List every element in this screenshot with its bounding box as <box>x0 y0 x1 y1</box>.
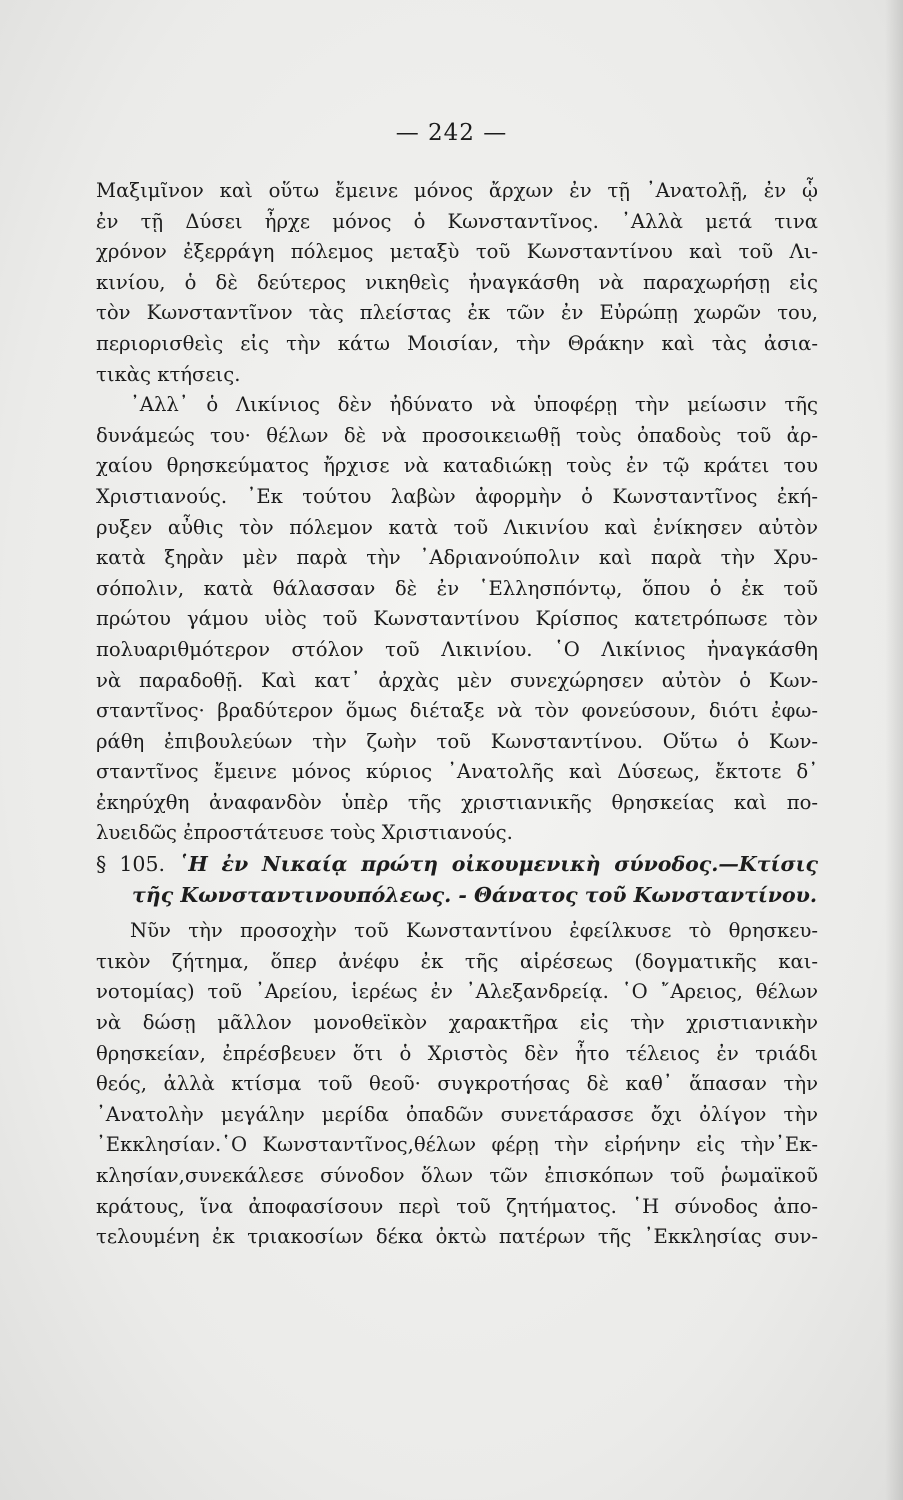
text-line: τὸν Κωνσταντῖνον τὰς πλείστας ἐκ τῶν ἐν Εὐρώπῃ χωρῶν του, <box>96 301 818 325</box>
text-line: ᾽Εκκλησίαν.῾Ο Κωνσταντῖνος,θέλων φέρῃ τὴν εἰρήνην εἰς τὴν᾽Εκ- <box>96 1133 818 1157</box>
page-edge-shadow <box>885 0 903 1500</box>
text-line: πρώτου γάμου υἱὸς τοῦ Κωνσταντίνου Κρίσπος κατετρόπωσε τὸν <box>96 607 818 631</box>
text-line: Νῦν τὴν προσοχὴν τοῦ Κωνσταντίνου ἐφείλκυσε τὸ θρησκευ- <box>130 919 818 943</box>
text-line: νὰ δώσῃ μᾶλλον μονοθεϊκὸν χαρακτῆρα εἰς τὴν χριστιανικὴν <box>96 1011 818 1035</box>
text-line: ᾽Αλλ᾽ ὁ Λικίνιος δὲν ἠδύνατο νὰ ὑποφέρῃ τὴν μείωσιν τῆς <box>130 393 818 417</box>
text-line: ἐν τῇ Δύσει ἦρχε μόνος ὁ Κωνσταντῖνος. ᾽Αλλὰ μετά τινα <box>96 209 818 233</box>
text-line: δυνάμεώς του· θέλων δὲ νὰ προσοικειωθῇ τοὺς ὀπαδοὺς τοῦ ἀρ- <box>96 423 818 447</box>
text-line: πολυαριθμότερον στόλον τοῦ Λικινίου. ῾Ο Λικίνιος ἠναγκάσθη <box>96 637 818 661</box>
section-title: ῾Η ἐν Νικαίᾳ πρώτη οἰκουμενικὴ σύνοδος.—Κτίσις <box>178 852 818 877</box>
text-line: θεός, ἀλλὰ κτίσμα τοῦ θεοῦ· συγκροτήσας δὲ καθ᾽ ἅπασαν τὴν <box>96 1072 818 1096</box>
text-line: κλησίαν,συνεκάλεσε σύνοδον ὅλων τῶν ἐπισκόπων τοῦ ῥωμαϊκοῦ <box>96 1164 818 1187</box>
text-line: τικὸν ζήτημα, ὅπερ ἀνέφυ ἐκ τῆς αἱρέσεως (δογματικῆς και- <box>96 949 818 973</box>
text-line: κινίου, ὁ δὲ δεύτερος νικηθεὶς ἠναγκάσθη νὰ παραχωρήσῃ εἰς <box>96 270 818 294</box>
section-heading <box>96 849 818 880</box>
text-line: Χριστιανούς. ᾽Εκ τούτου λαβὼν ἀφορμὴν ὁ Κωνσταντῖνος ἐκή- <box>96 484 818 508</box>
text-line: χαίου θρησκεύματος ἤρχισε νὰ καταδιώκῃ τοὺς ἐν τῷ κράτει του <box>96 454 818 478</box>
text-line: νοτομίας) τοῦ ᾽Αρείου, ἱερέως ἐν ᾽Αλεξανδρείᾳ. ῾Ο ῎Αρειος, θέλων <box>96 980 818 1004</box>
text-line: ράθη ἐπιβουλεύων τὴν ζωὴν τοῦ Κωνσταντίνου. Οὕτω ὁ Κων- <box>96 729 818 753</box>
text-line: χρόνον ἐξερράγη πόλεμος μεταξὺ τοῦ Κωνσταντίνου καὶ τοῦ Λι- <box>96 240 818 264</box>
text-line: σταντῖνος ἔμεινε μόνος κύριος ᾽Ανατολῆς καὶ Δύσεως, ἔκτοτε δ᾽ <box>96 760 818 784</box>
text-line: νὰ παραδοθῇ. Καὶ κατ᾽ ἀρχὰς μὲν συνεχώρησεν αὐτὸν ὁ Κων- <box>96 668 818 692</box>
text-line: κράτους, ἵνα ἀποφασίσουν περὶ τοῦ ζητήματος. ῾Η σύνοδος ἀπο- <box>96 1194 818 1218</box>
text-line: κατὰ ξηρὰν μὲν παρὰ τὴν ᾽Αδριανούπολιν καὶ παρὰ τὴν Χρυ- <box>96 546 818 570</box>
text-line: ᾽Ανατολὴν μεγάλην μερίδα ὀπαδῶν συνετάρασσε ὄχι ὀλίγον τὴν <box>96 1102 818 1126</box>
body-text <box>96 176 818 1253</box>
text-line: Μαξιμῖνον καὶ οὕτω ἔμεινε μόνος ἄρχων ἐν τῇ ᾽Ανατολῇ, ἐν ᾧ <box>96 179 818 202</box>
section-title-continued: τῆς Κωνσταντινουπόλεως. - Θάνατος τοῦ Κωνσταντίνου. <box>132 882 818 907</box>
text-line: ρυξεν αὖθις τὸν πόλεμον κατὰ τοῦ Λικινίου καὶ ἐνίκησεν αὐτὸν <box>96 515 818 539</box>
text-line: σόπολιν, κατὰ θάλασσαν δὲ ἐν ῾Ελλησπόντῳ, ὅπου ὁ ἐκ τοῦ <box>96 576 818 600</box>
page-number: — 242 — <box>395 120 508 146</box>
text-line: λυειδῶς ἐπροστάτευσε τοὺς Χριστιανούς. <box>96 821 513 845</box>
text-line: τελουμένη ἐκ τριακοσίων δέκα ὀκτὼ πατέρων τῆς ᾽Εκκλησίας συν- <box>96 1225 818 1249</box>
text-line: ἐκηρύχθη ἀναφανδὸν ὑπὲρ τῆς χριστιανικῆς θρησκείας καὶ πο- <box>96 790 818 814</box>
section-number: § 105. <box>96 852 166 877</box>
text-line: σταντῖνος· βραδύτερον ὅμως διέταξε νὰ τὸν φονεύσουν, διότι ἐφω- <box>96 699 818 723</box>
text-line: τικὰς κτήσεις. <box>96 362 241 386</box>
text-line: περιορισθεὶς εἰς τὴν κάτω Μοισίαν, τὴν Θράκην καὶ τὰς ἀσια- <box>96 331 818 355</box>
text-line: θρησκείαν, ἐπρέσβευεν ὅτι ὁ Χριστὸς δὲν ἦτο τέλειος ἐν τριάδι <box>96 1041 818 1065</box>
